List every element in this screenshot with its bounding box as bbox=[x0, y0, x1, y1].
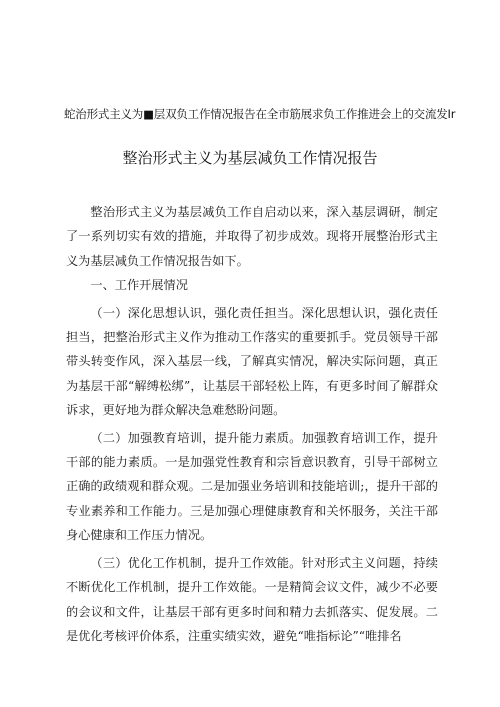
document-body bbox=[66, 200, 438, 648]
document-header: 蛇治形式主义为■层双负工作情况报告在全市筋展求负工作推进会上的交流发Ir bbox=[64, 107, 456, 121]
body-paragraph: （三）优化工作机制，提升工作效能。针对形式主义问题，持续不断优化工作机制，提升工作效能。一是精简会议文件，减少不必要的会议和文件，让基层干部有更多时间和精力去抓落实、促发展。二是优化考核评价体系，注重实绩实效，避免“唯指标论”“唯排名 bbox=[66, 555, 438, 643]
body-paragraph: （一）深化思想认识，强化责任担当。深化思想认识，强化责任担当，把整治形式主义作为推动工作落实的重要抓手。党员领导干部带头转变作风，深入基层一线，了解真实情况，解决实际问题，真正为基层干部“解缚松绑”，让基层干部轻松上阵，有更多时间了解群众诉求，更好地为群众解决急难愁盼问题。 bbox=[66, 305, 438, 418]
section-heading: 一、工作开展情况 bbox=[90, 278, 188, 293]
intro-paragraph: 整治形式主义为基层减负工作自启动以来，深入基层调研，制定了一系列切实有效的措施，并取得了初步成效。现将开展整治形式主义为基层减负工作情况报告如下。 bbox=[66, 205, 438, 268]
body-paragraph: （二）加强教育培训，提升能力素质。加强教育培训工作，提升干部的能力素质。一是加强党性教育和宗旨意识教育，引导干部树立正确的政绩观和群众观。二是加强业务培训和技能培训;，提升干部的专业素养和工作能力。三是加强心理健康教育和关怀服务，关注干部身心健康和工作压力情况。 bbox=[66, 430, 438, 543]
document-title: 整治形式主义为基层减负工作情况报告 bbox=[122, 149, 378, 167]
